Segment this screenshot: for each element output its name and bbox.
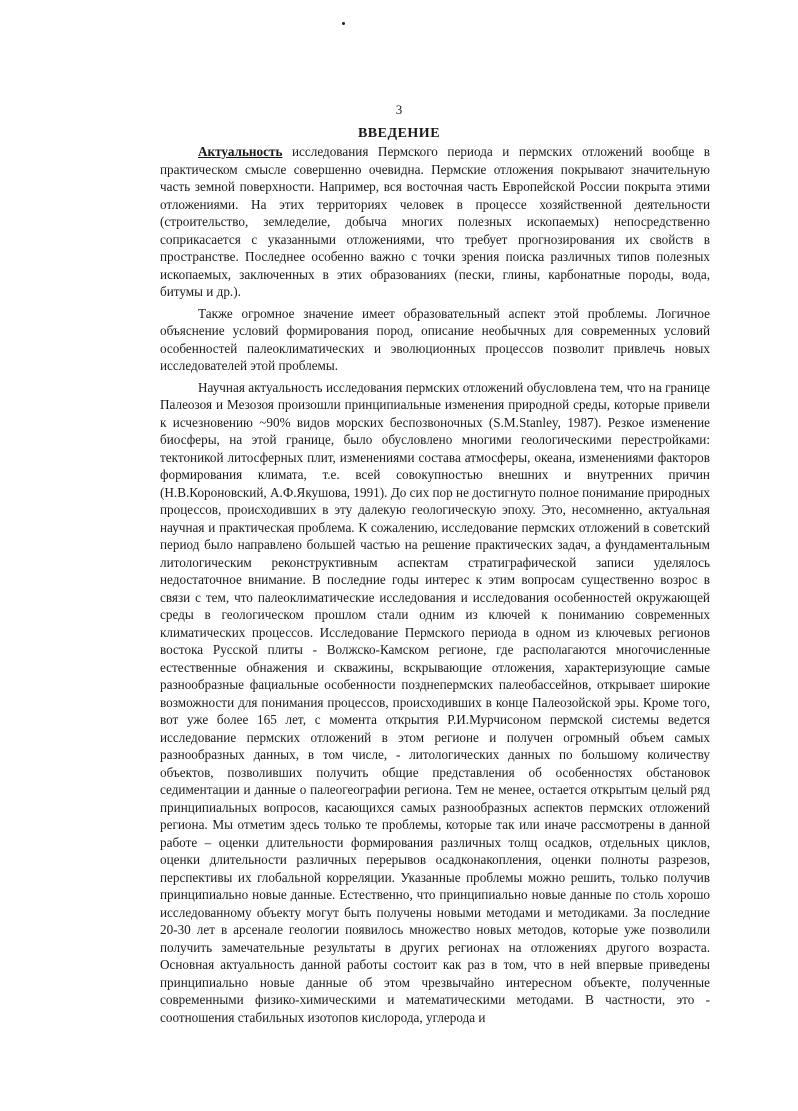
body-text [160, 143, 710, 1026]
paragraph-education: Также огромное значение имеет образовательный аспект этой проблемы. Логичное объяснение условий формирования пород, описание необычных для современных условий особенностей палеоклиматических и эволюционных процессов позволит привлечь новых исследователей этой проблемы. [160, 305, 710, 373]
paragraph-relevance [160, 143, 710, 301]
section-heading: ВВЕДЕНИЕ [357, 126, 441, 141]
page-number: 3 [395, 102, 403, 117]
term-relevance: Актуальность [198, 144, 283, 159]
paragraph-scientific: Научная актуальность исследования пермских отложений обусловлена тем, что на границе Палеозоя и Мезозоя произошли принципиальные изменения природной среды, которые привели к исчезновению ~90% видов морских беспозвоночных (S.M.Stanley, 1987). Резкое изменение биосферы, на этой границе, было обусловлено многими геологическими перестройками: тектоникой литосферных плит, изменениями состава атмосферы, океана, изменениями факторов формирования климата, т.е. всей совокупностью внешних и внутренних причин (Н.В.Короновский, А.Ф.Якушова, 1991). До сих пор не достигнуто полное понимание природных процессов, происходивших в эту далекую геологическую эпоху. Это, несомненно, актуальная научная и практическая проблема. К сожалению, исследование пермских отложений в советский период было направлено большей частью на решение практических задач, а фундаментальным литологическим реконструктивным аспектам стратиграфической записи уделялось недостаточное внимание. В последние годы интерес к этим вопросам существенно возрос в связи с тем, что палеоклиматические исследования и исследования особенностей окружающей среды в геологическом прошлом стали одним из ключей к пониманию современных климатических процессов. Исследование Пермского периода в одном из ключевых регионов востока Русской плиты - Волжско-Камском регионе, где располагаются многочисленные естественные обнажения и скважины, вскрывающие отложения, характеризующие самые разнообразные фациальные особенности позднепермских палеобассейнов, открывает широкие возможности для понимания процессов, происходивших в конце Палеозойской эры. Кроме того, вот уже более 165 лет, с момента открытия Р.И.Мурчисоном пермской системы ведется исследование пермских отложений в этом регионе и получен огромный объем самых разнообразных данных, в том числе, - литологических данных по большому количеству объектов, позволивших получить общие представления об особенностях обстановок седиментации и данные о палеогеографии региона. Тем не менее, остается открытым целый ряд принципиальных вопросов, касающихся самых разнообразных аспектов пермских отложений региона. Мы отметим здесь только те проблемы, которые так или иначе рассмотрены в данной работе – оценки длительности формирования различных толщ осадков, отдельных циклов, оценки длительности различных перерывов осадконакопления, оценки полноты разрезов, перспективы их глобальной корреляции. Указанные проблемы можно решить, только получив принципиально новые данные. Естественно, что принципиально новые данные по столь хорошо исследованному объекту могут быть получены новыми методами и методиками. За последние 20-30 лет в арсенале геологии появилось множество новых методов, которые уже позволили получить замечательные результаты в других регионах на отложениях другого возраста. Основная актуальность данной работы состоит как раз в том, что в ней впервые приведены принципиально новые данные об этом чрезвычайно интересном объекте, полученные современными физико-химическими и математическими методами. В частности, это - соотношения стабильных изотопов кислорода, углерода и [160, 379, 710, 1025]
scan-speck [342, 22, 345, 25]
paragraph-text: исследования Пермского периода и пермских отложений вообще в практическом смысле совершенно очевидна. Пермские отложения покрывают значительную часть земной поверхности. Например, вся восточная часть Европейской России покрыта этими отложениями. На этих территориях человек в процессе хозяйственной деятельности (строительство, земледелие, добыча многих полезных ископаемых) непосредственно соприкасается с указанными отложениями, что требует прогнозирования их свойств в пространстве. Последнее особенно важно с точки зрения поиска различных типов полезных ископаемых, заключенных в этих образованиях (пески, глины, карбонатные породы, вода, битумы и др.). [160, 144, 710, 299]
